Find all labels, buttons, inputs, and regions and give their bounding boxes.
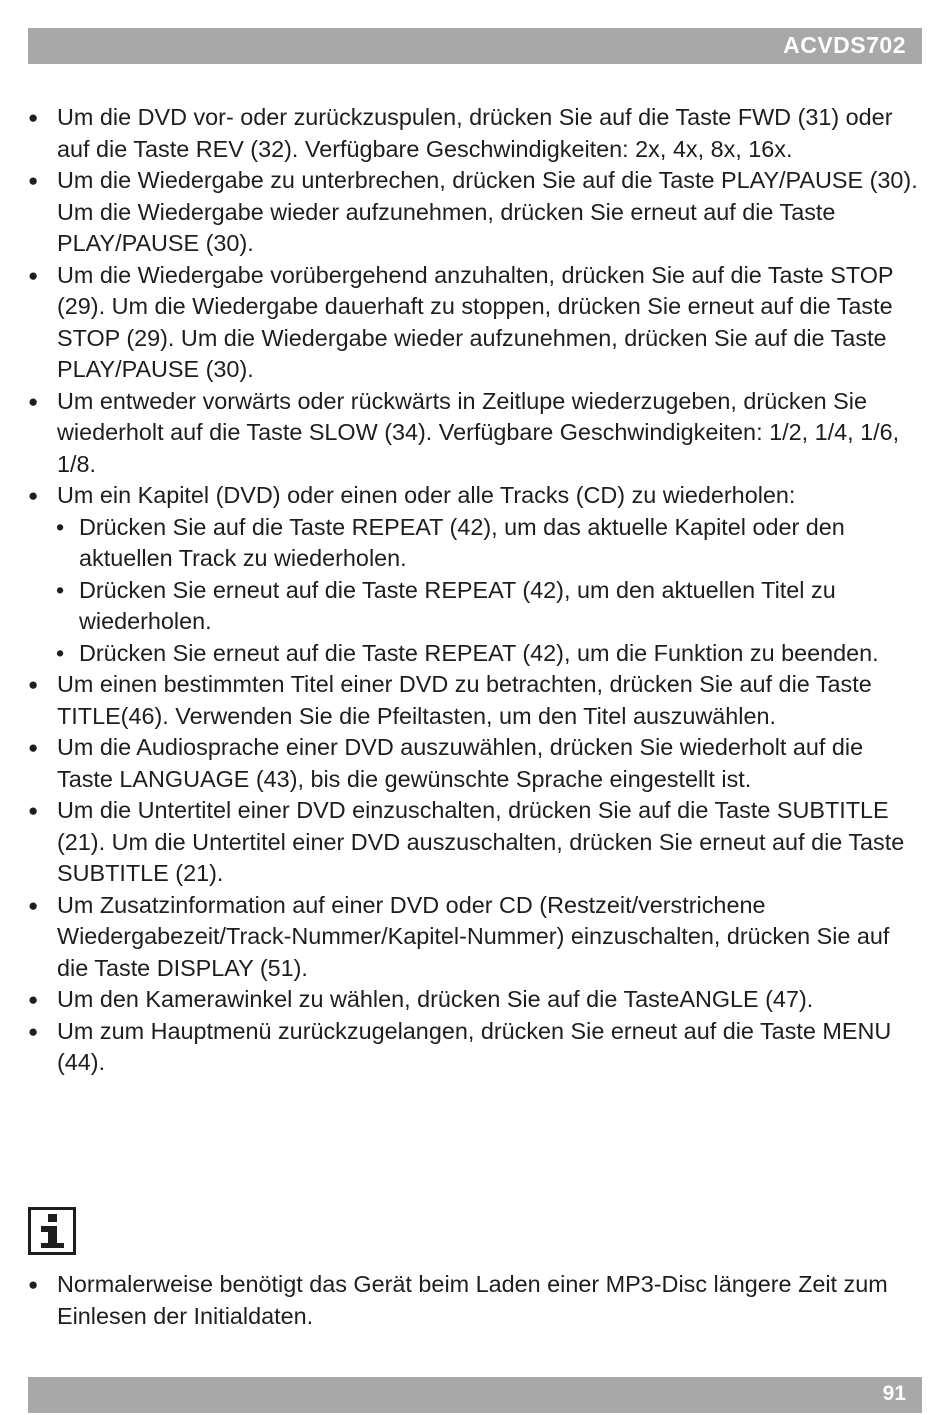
list-item-text: Um die Wiedergabe zu unterbrechen, drücken Sie auf die Taste PLAY/PAUSE (30). Um die Wiedergabe wieder aufzunehmen, drücken Sie erneut auf die Taste PLAY/PAUSE (30). <box>57 167 918 256</box>
list-item-text: Um die Audiosprache einer DVD auszuwählen, drücken Sie wiederholt auf die Taste LANGUAGE (43), bis die gewünschte Sprache eingestellt ist. <box>57 734 864 792</box>
list-item-text: Um den Kamerawinkel zu wählen, drücken Sie auf die TasteANGLE (47). <box>57 986 814 1012</box>
bullet: ● <box>28 990 39 1009</box>
list-item <box>28 669 924 732</box>
sub-bullet: • <box>56 576 65 603</box>
list-item-text: Um zum Hauptmenü zurückzugelangen, drücken Sie erneut auf die Taste MENU (44). <box>57 1017 892 1075</box>
info-icon <box>28 1207 76 1255</box>
bullet: ● <box>28 1275 39 1294</box>
bullet: ● <box>28 108 39 127</box>
list-item <box>28 480 924 512</box>
list-item <box>28 386 924 481</box>
bullet: ● <box>28 801 39 820</box>
sub-list-item <box>28 575 924 638</box>
bullet: ● <box>28 265 39 285</box>
list-item <box>28 1016 924 1079</box>
list-item <box>28 165 924 260</box>
sub-list-item-text: Drücken Sie auf die Taste REPEAT (42), um das aktuelle Kapitel oder den aktuellen Track zu wiederholen. <box>79 513 845 571</box>
list-item-text: Um Zusatzinformation auf einer DVD oder CD (Restzeit/verstrichene Wiedergabezeit/Track-Nummer/Kapitel-Nummer) einzuschalten, drücken Sie auf die Taste DISPLAY (51). <box>57 891 890 981</box>
list-item-text: Um ein Kapitel (DVD) oder einen oder alle Tracks (CD) zu wiederholen: <box>57 482 796 508</box>
sub-list-item <box>28 638 924 670</box>
list-item-text: Um entweder vorwärts oder rückwärts in Zeitlupe wiederzugeben, drücken Sie wiederholt auf die Taste SLOW (34). Verfügbare Geschwindigkeiten: 1/2, 1/4, 1/6, 1/8. <box>57 387 900 477</box>
list-item <box>28 795 924 890</box>
note-text: Normalerweise benötigt das Gerät beim Laden einer MP3-Disc längere Zeit zum Einlesen der Initialdaten. <box>57 1271 888 1329</box>
list-item <box>28 260 924 386</box>
note-item <box>28 1269 924 1332</box>
bullet: ● <box>28 1021 39 1041</box>
model-title: ACVDS702 <box>783 32 906 58</box>
bullet: ● <box>28 391 39 411</box>
sub-bullet: • <box>56 513 65 540</box>
list-item <box>28 102 924 165</box>
bullet: ● <box>28 895 39 915</box>
bullet: ● <box>28 738 39 757</box>
note <box>28 1269 924 1332</box>
list-item-text: Um die Untertitel einer DVD einzuschalten, drücken Sie auf die Taste SUBTITLE (21). Um die Untertitel einer DVD auszuschalten, drücken Sie erneut auf die Taste SUBTITLE (21). <box>57 797 905 886</box>
sub-bullet: • <box>56 639 65 666</box>
list-item <box>28 732 924 795</box>
bullet: ● <box>28 171 39 190</box>
sub-list-item-text: Drücken Sie erneut auf die Taste REPEAT (42), um den aktuellen Titel zu wiederholen. <box>79 576 836 634</box>
list-item <box>28 984 924 1016</box>
footer-bar <box>28 1377 922 1413</box>
instruction-list <box>28 102 924 1079</box>
bullet: ● <box>28 486 39 505</box>
bullet: ● <box>28 675 39 694</box>
list-item-text: Um die DVD vor- oder zurückzuspulen, drücken Sie auf die Taste FWD (31) oder auf die Taste REV (32). Verfügbare Geschwindigkeiten: 2x, 4x, 8x, 16x. <box>57 104 893 162</box>
sub-list-item-text: Drücken Sie erneut auf die Taste REPEAT (42), um die Funktion zu beenden. <box>79 639 879 666</box>
list-item-text: Um einen bestimmten Titel einer DVD zu betrachten, drücken Sie auf die Taste TITLE(46). Verwenden Sie die Pfeiltasten, um den Titel auszuwählen. <box>57 671 872 729</box>
page-number: 91 <box>882 1382 906 1405</box>
list-item <box>28 890 924 985</box>
list-item-text: Um die Wiedergabe vorübergehend anzuhalten, drücken Sie auf die Taste STOP (29). Um die Wiedergabe dauerhaft zu stoppen, drücken Sie erneut auf die Taste STOP (29). Um die Wiedergabe wieder aufzunehmen, drücken Sie auf die Taste PLAY/PAUSE (30). <box>57 261 894 382</box>
sub-list-item <box>28 512 924 575</box>
header-bar <box>28 28 922 64</box>
